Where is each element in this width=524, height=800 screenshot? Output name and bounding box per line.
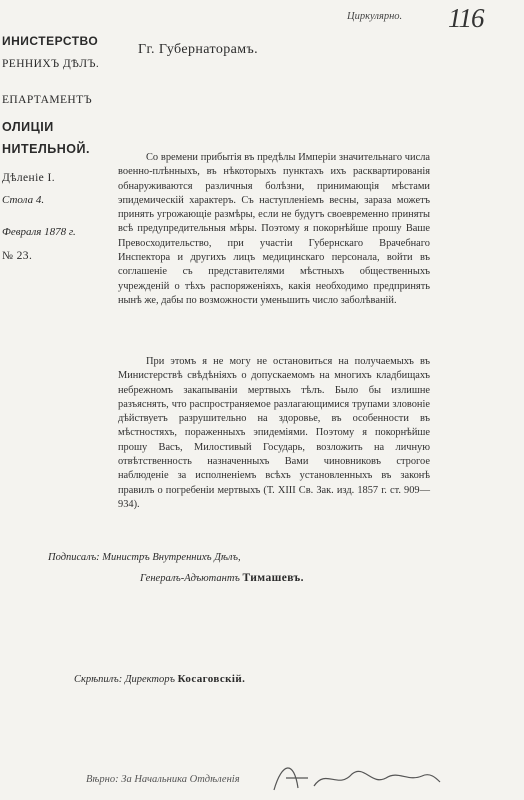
header-police: ОЛИЦІИ xyxy=(2,120,54,134)
signature-rank-line xyxy=(140,572,304,584)
header-number: № 23. xyxy=(2,250,33,262)
header-date: Февраля 1878 г. xyxy=(2,226,76,238)
header-division: Дѣленіе I. xyxy=(2,172,55,184)
bottom-note: Вѣрно: За Начальника Отдѣленія xyxy=(86,774,240,785)
signature-rank: Генералъ-Адъютантъ xyxy=(140,573,240,584)
verification-label: Скрѣпилъ: Директоръ xyxy=(74,674,175,685)
verification-line xyxy=(74,673,245,685)
signature-line: Подписалъ: Министръ Внутреннихъ Дѣлъ, xyxy=(48,552,241,563)
body-paragraph: При этомъ я не могу не остановиться на получаемыхъ въ Министерствѣ свѣдѣніяхъ о допускаемомъ на многихъ кладбищахъ небрежномъ закапываніи мертвыхъ тѣлъ. Было бы излишне разъяснять, что распространяемое разлагающимися трупами зловоніе дѣйствуетъ разрушительно на здоровье, въ особенности въ мѣстностяхъ, пораженныхъ эпидеміями. Поэтому я покорнѣйше прошу Васъ, Милостивый Государь, возложить на личную отвѣтственность назначенныхъ Вами чиновниковъ строгое наблюденіе за исполненіемъ всѣхъ установленныхъ въ законѣ правилъ о погребеніи мертвыхъ (Т. XIII Св. Зак. изд. 1857 г. ст. 909—934). xyxy=(118,356,430,510)
handwritten-signature-scribble xyxy=(268,756,444,796)
header-ministry: ИНИСТЕРСТВО xyxy=(2,34,99,48)
verification-name: Косаговскій. xyxy=(177,673,246,685)
addressee: Гг. Губернаторамъ. xyxy=(138,42,259,57)
signature-name: Тимашевъ. xyxy=(242,572,304,584)
folio-number: 116 xyxy=(448,3,484,33)
circular-label: Циркулярно. xyxy=(347,11,403,22)
header-executive: НИТЕЛЬНОЙ. xyxy=(2,142,90,156)
header-ministry-sub: РЕННИХЪ ДѢЛЪ. xyxy=(2,58,100,70)
header-desk: Стола 4. xyxy=(2,194,45,206)
header-department: ЕПАРТАМЕНТЪ xyxy=(2,94,93,106)
body-paragraph: Со времени прибытія въ предѣлы Имперіи значительнаго числа военно-плѣнныхъ, въ нѣкоторыхъ пунктахъ ихъ расквартированія обнаруживаются различныя болѣзни, принимающія мѣстами эпидемическій характеръ. Съ наступленіемъ весны, зараза можетъ принять угрожающіе размѣры, если не будутъ своевременно приняты всѣ предупредительныя мѣры. Поэтому я покорнѣйше прошу Ваше Превосходительство, при участіи Губернскаго Врачебнаго Инспектора и другихъ лицъ медицинскаго персонала, войти въ соглашеніе съ представителями мѣстныхъ общественныхъ учрежденій о тѣхъ распоряженіяхъ, какія необходимо предпринять нынѣ же, дабы по возможности уменьшить число заболѣваній. xyxy=(118,152,430,306)
